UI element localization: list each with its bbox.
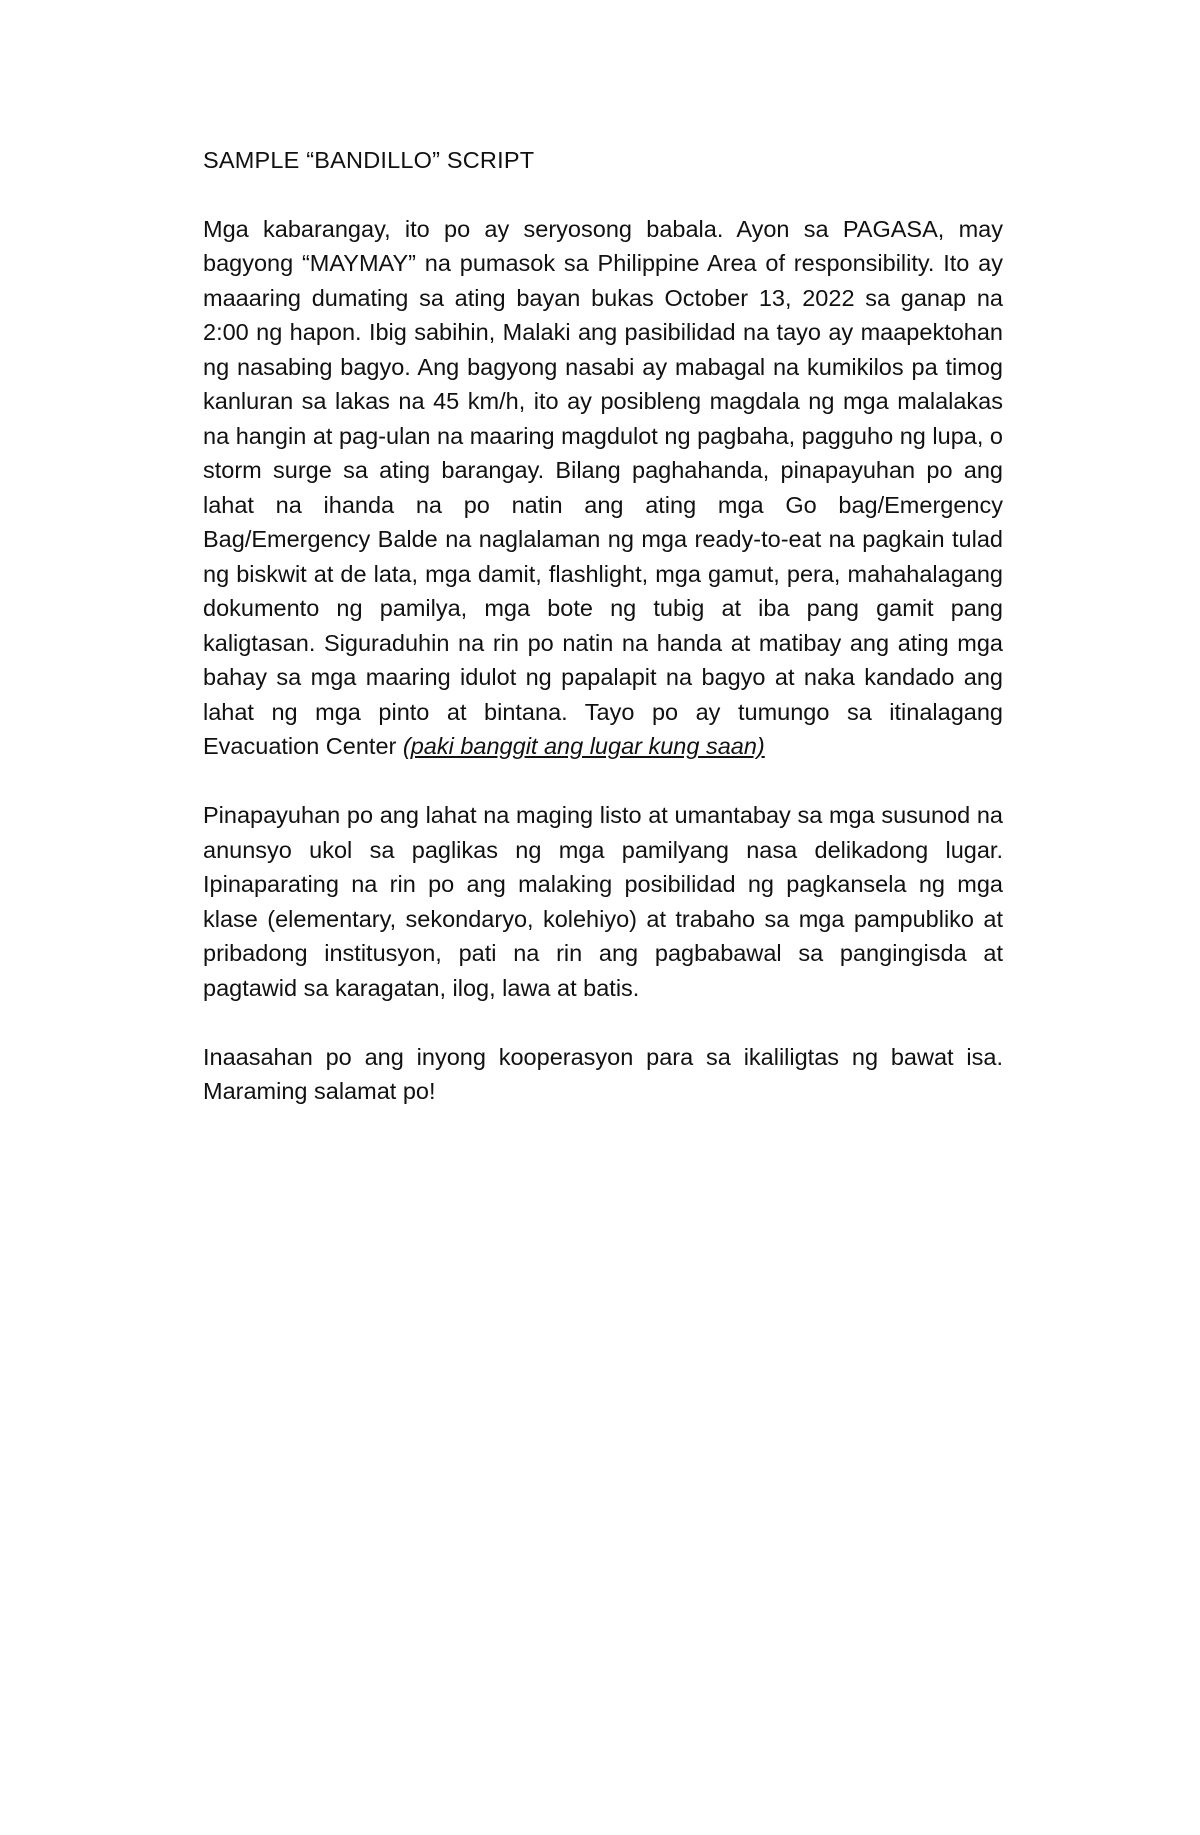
document-body bbox=[203, 143, 1003, 1143]
document-title: SAMPLE “BANDILLO” SCRIPT bbox=[203, 147, 535, 173]
paragraph-advisory: Pinapayuhan po ang lahat na maging listo at umantabay sa mga susunod na anunsyo ukol sa paglikas ng mga pamilyang nasa delikadong lugar. Ipinaparating na rin po ang malaking posibilidad ng pagkansela ng mga klase (elementary, sekondaryo, kolehiyo) at trabaho sa mga pampubliko at pribadong institusyon, pati na rin ang pagbabawal sa pangingisda at pagtawid sa karagatan, ilog, lawa at batis. bbox=[203, 802, 1003, 1001]
evacuation-location-note: (paki banggit ang lugar kung saan) bbox=[402, 733, 765, 759]
paragraph-announcement-text: Mga kabarangay, ito po ay seryosong babala. Ayon sa PAGASA, may bagyong “MAYMAY” na pumasok sa Philippine Area of responsibility. Ito ay maaaring dumating sa ating bayan bukas October 13, 2022 sa ganap na 2:00 ng hapon. Ibig sabihin, Malaki ang pasibilidad na tayo ay maapektohan ng nasabing bagyo. Ang bagyong nasabi ay mabagal na kumikilos pa timog kanluran sa lakas na 45 km/h, ito ay posibleng magdala ng mga malalakas na hangin at pag-ulan na maaring magdulot ng pagbaha, pagguho ng lupa, o storm surge sa ating barangay. Bilang paghahanda, pinapayuhan po ang lahat na ihanda na po natin ang ating mga Go bag/Emergency Bag/Emergency Balde na naglalaman ng mga ready-to-eat na pagkain tulad ng biskwit at de lata, mga damit, flashlight, mga gamut, pera, mahahalagang dokumento ng pamilya, mga bote ng tubig at iba pang gamit pang kaligtasan. Siguraduhin na rin po natin na handa at matibay ang ating mga bahay sa mga maaring idulot ng papalapit na bagyo at naka kandado ang lahat ng mga pinto at bintana. Tayo po ay tumungo sa itinalagang Evacuation Center bbox=[203, 215, 1003, 759]
paragraph-closing: Inaasahan po ang inyong kooperasyon para sa ikaliligtas ng bawat isa. Maraming salamat po! bbox=[203, 1043, 1003, 1104]
paragraph-announcement bbox=[203, 212, 1003, 764]
